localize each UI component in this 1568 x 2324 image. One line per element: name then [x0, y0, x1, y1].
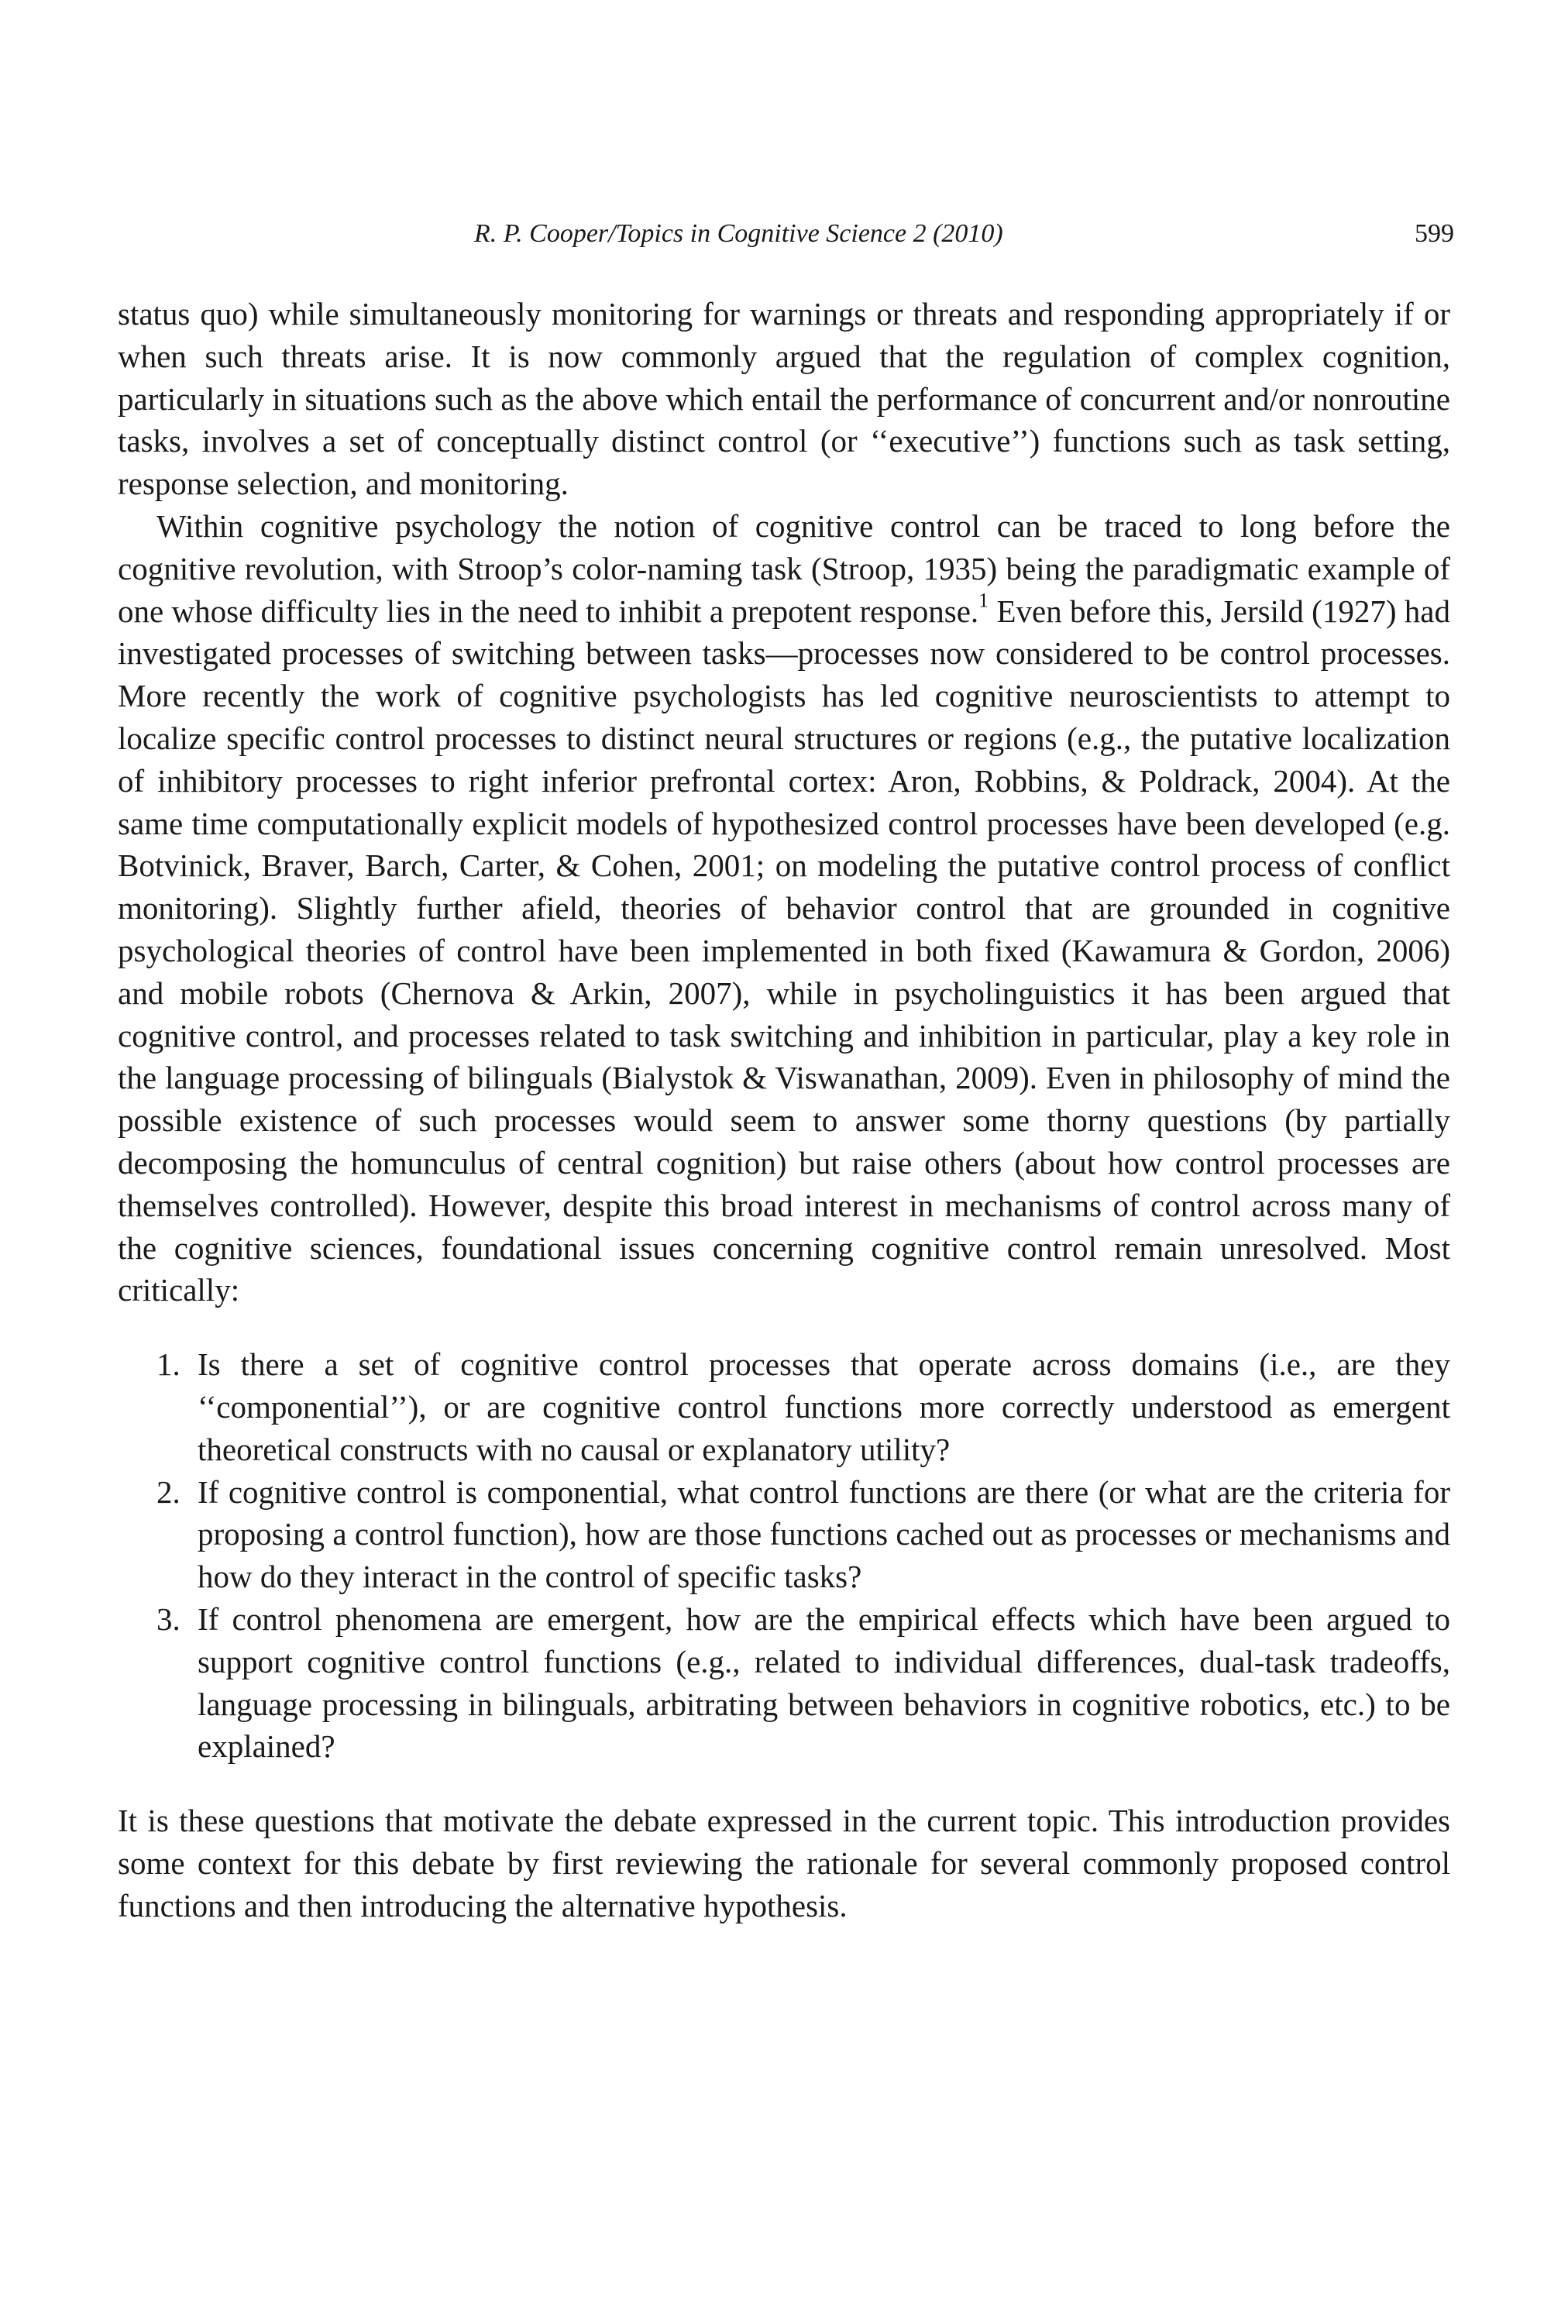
list-item: [118, 1471, 1450, 1598]
list-item-number: 1.: [156, 1346, 181, 1383]
list-item: [118, 1598, 1450, 1768]
footnote-marker[interactable]: 1: [978, 589, 989, 612]
list-item-number: 3.: [156, 1600, 181, 1637]
critical-questions-list: [118, 1343, 1450, 1768]
list-item-number: 2.: [156, 1473, 181, 1510]
paragraph-cognitive-control-history: [118, 505, 1450, 1312]
list-item-text: If control phenomena are emergent, how are the empirical effects which have been argued to support cognitive control functions (e.g., related to individual differences, dual-task tradeoffs, language processing in bilinguals, arbitrating between behaviors in cognitive robotics, etc.) to be explained?: [198, 1600, 1450, 1765]
article-body: [118, 293, 1450, 1927]
paragraph-text-part-b: Even before this, Jersild (1927) had investigated processes of switching between tasks—processes now considered to be control processes. More recently the work of cognitive psychologists has led cognitive neuroscientists to attempt to localize specific control processes to distinct neural structures or regions (e.g., the putative localization of inhibitory processes to right inferior prefrontal cortex: Aron, Robbins, & Poldrack, 2004). At the same time computationally explicit models of hypothesized control processes have been developed (e.g. Botvinick, Braver, Barch, Carter, & Cohen, 2001; on modeling the putative control process of conflict monitoring). Slightly further afield, theories of behavior control that are grounded in cognitive psychological theories of control have been implemented in both fixed (Kawamura & Gordon, 2006) and mobile robots (Chernova & Arkin, 2007), while in psycholinguistics it has been argued that cognitive control, and processes related to task switching and inhibition in particular, play a key role in the language processing of bilinguals (Bialystok & Viswanathan, 2009). Even in philosophy of mind the possible existence of such processes would seem to answer some thorny questions (by partially decomposing the homunculus of central cognition) but raise others (about how control processes are themselves controlled). However, despite this broad interest in mechanisms of control across many of the cognitive sciences, foundational issues concerning cognitive control remain unresolved. Most critically:: [118, 593, 1450, 1308]
page-number: 599: [1415, 219, 1454, 248]
paragraph-continued: status quo) while simultaneously monitoring for warnings or threats and responding appropriately if or when such threats arise. It is now commonly argued that the regulation of complex cognition, particularly in situations such as the above which entail the performance of concurrent and/or nonroutine tasks, involves a set of conceptually distinct control (or ‘‘executive’’) functions such as task setting, response selection, and monitoring.: [118, 296, 1450, 502]
list-item-text: If cognitive control is componential, what control functions are there (or what are the criteria for proposing a control function), how are those functions cached out as processes or mechanisms and how do they interact in the control of specific tasks?: [198, 1473, 1450, 1595]
list-item: [118, 1343, 1450, 1470]
running-head: R. P. Cooper/Topics in Cognitive Science 2 (2010): [474, 219, 1003, 248]
paragraph-text-part-a: Within cognitive psychology the notion of cognitive control can be traced to long before the cognitive revolution, with Stroop’s color-naming task (Stroop, 1935) being the paradigmatic example of one whose difficulty lies in the need to inhibit a prepotent response.: [118, 507, 1450, 629]
paragraph-introduction-overview: It is these questions that motivate the debate expressed in the current topic. This introduction provides some context for this debate by first reviewing the rationale for several commonly proposed control functions and then introducing the alternative hypothesis.: [118, 1803, 1450, 1923]
list-item-text: Is there a set of cognitive control processes that operate across domains (i.e., are they ‘‘componential’’), or are cognitive control functions more correctly understood as emergent theoretical constructs with no causal or explanatory utility?: [198, 1346, 1450, 1467]
